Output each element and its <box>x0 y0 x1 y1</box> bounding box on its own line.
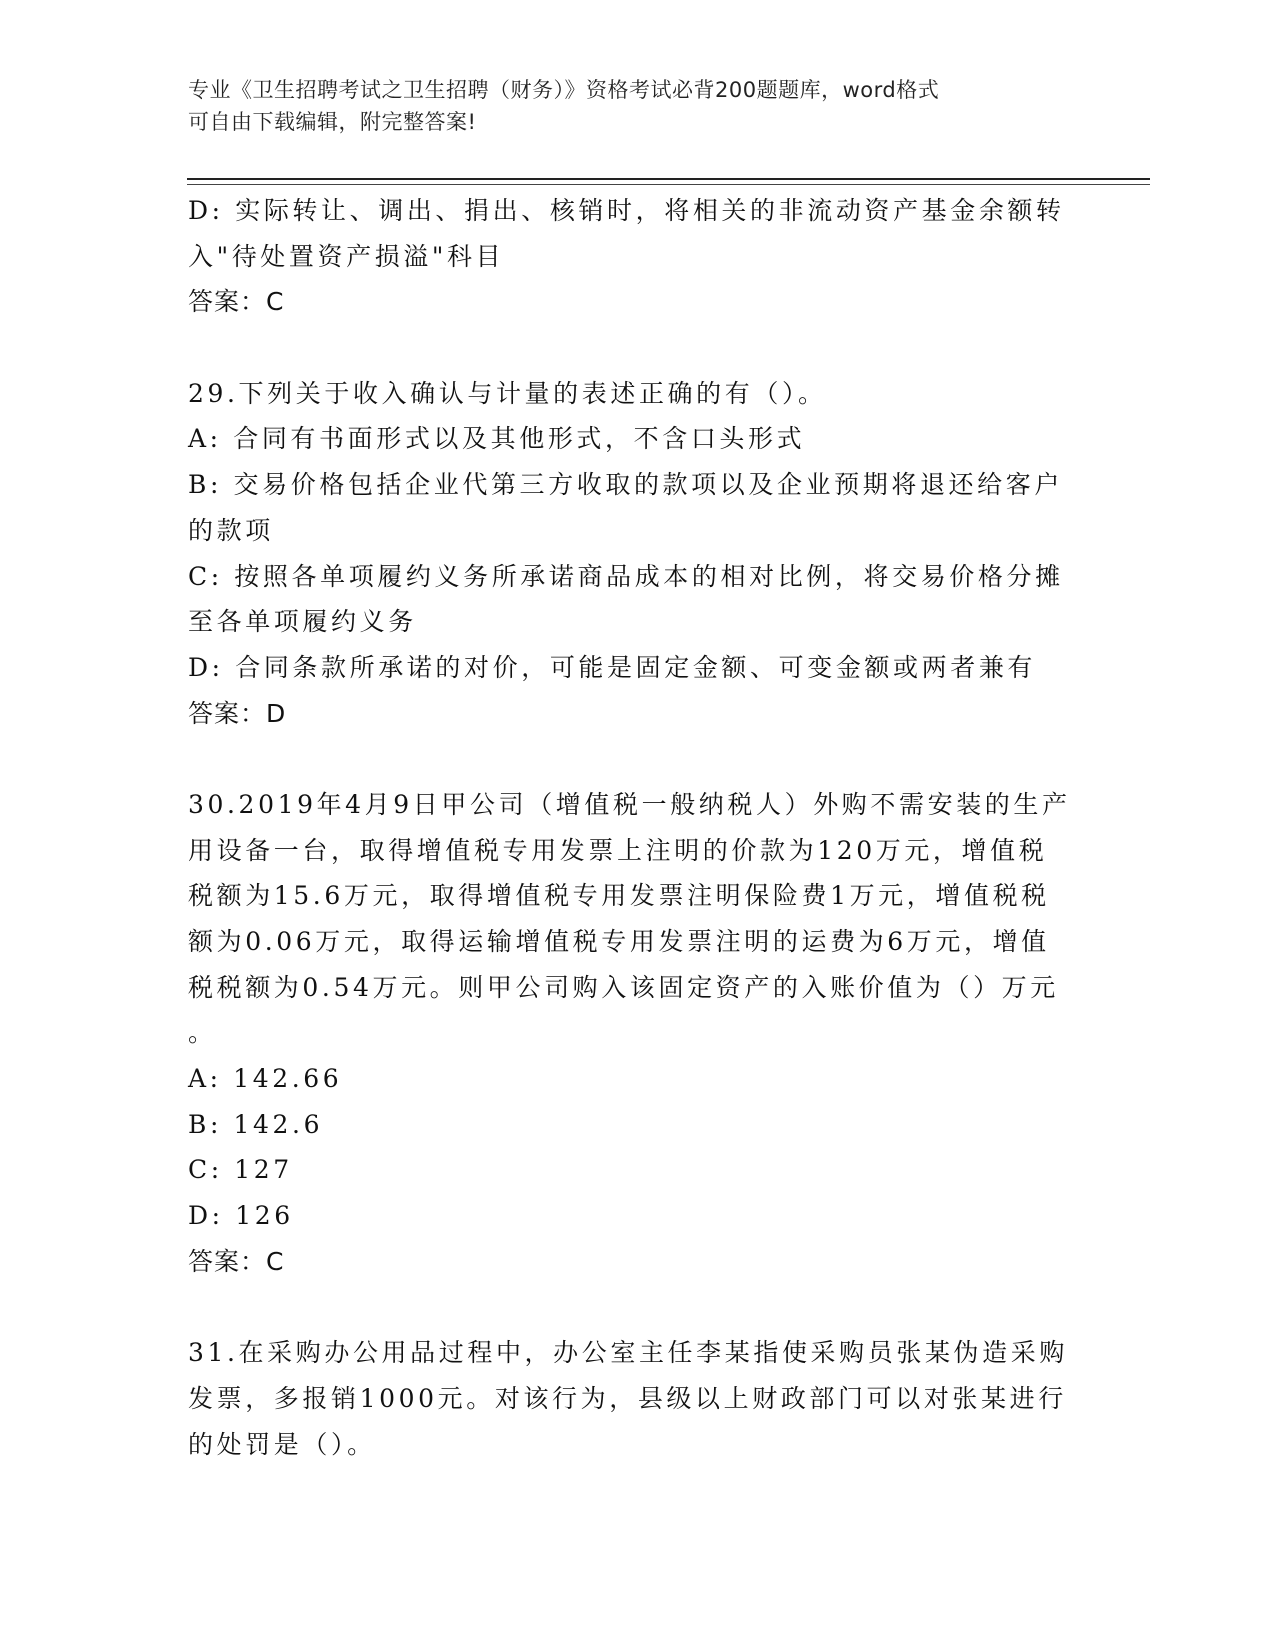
question-stem: 29.下列关于收入确认与计量的表述正确的有（）。 <box>188 378 827 408</box>
question-30 <box>188 782 1088 1285</box>
document-header <box>188 74 1068 138</box>
question-28-fragment <box>188 188 1088 325</box>
option-c-line-1: C: 按照各单项履约义务所承诺商品成本的相对比例，将交易价格分摊 <box>188 561 1064 591</box>
option-b-line-2: 的款项 <box>188 515 274 545</box>
answer-line: 答案：C <box>188 1246 285 1276</box>
header-divider-thick <box>187 178 1150 180</box>
question-stem-line: 31.在采购办公用品过程中，办公室主任李某指使采购员张某伪造采购 <box>188 1338 1068 1368</box>
question-stem-line: 用设备一台，取得增值税专用发票上注明的价款为120万元，增值税 <box>188 835 1048 865</box>
header-title-line-2: 可自由下载编辑，附完整答案! <box>188 110 477 134</box>
option-a: A: 142.66 <box>188 1064 343 1094</box>
question-stem-line: 的处罚是（）。 <box>188 1429 376 1459</box>
question-stem-line: 税额为15.6万元，取得增值税专用发票注明保险费1万元，增值税税 <box>188 881 1050 911</box>
option-b-line-1: B: 交易价格包括企业代第三方收取的款项以及企业预期将退还给客户 <box>188 470 1063 500</box>
question-31 <box>188 1330 1088 1467</box>
spacer <box>188 736 1088 782</box>
question-29 <box>188 371 1088 737</box>
question-content <box>188 188 1088 1467</box>
answer-line: 答案：C <box>188 287 285 317</box>
option-b: B: 142.6 <box>188 1109 324 1139</box>
option-d: D: 126 <box>188 1201 294 1231</box>
question-stem-line: 发票，多报销1000元。对该行为，县级以上财政部门可以对张某进行 <box>188 1383 1067 1413</box>
option-c: C: 127 <box>188 1155 293 1185</box>
header-divider-thin <box>187 184 1150 185</box>
spacer <box>188 325 1088 371</box>
answer-line: 答案：D <box>188 698 287 728</box>
option-d-line-2: 入"待处置资产损溢"科目 <box>188 241 505 271</box>
option-d: D: 合同条款所承诺的对价，可能是固定金额、可变金额或两者兼有 <box>188 652 1037 682</box>
question-stem-line: 税税额为0.54万元。则甲公司购入该固定资产的入账价值为（）万元 <box>188 972 1059 1002</box>
question-stem-line: 30.2019年4月9日甲公司（增值税一般纳税人）外购不需安装的生产 <box>188 789 1071 819</box>
spacer <box>188 1285 1088 1331</box>
question-stem-line: 额为0.06万元，取得运输增值税专用发票注明的运费为6万元，增值 <box>188 927 1050 956</box>
header-title-line-1: 专业《卫生招聘考试之卫生招聘（财务）》资格考试必背200题题库，word格式 <box>188 78 940 102</box>
question-stem-line: 。 <box>188 1018 217 1048</box>
option-a: A: 合同有书面形式以及其他形式，不含口头形式 <box>188 424 806 454</box>
option-c-line-2: 至各单项履约义务 <box>188 607 417 637</box>
option-d-line-1: D: 实际转让、调出、捐出、核销时，将相关的非流动资产基金余额转 <box>188 196 1065 225</box>
